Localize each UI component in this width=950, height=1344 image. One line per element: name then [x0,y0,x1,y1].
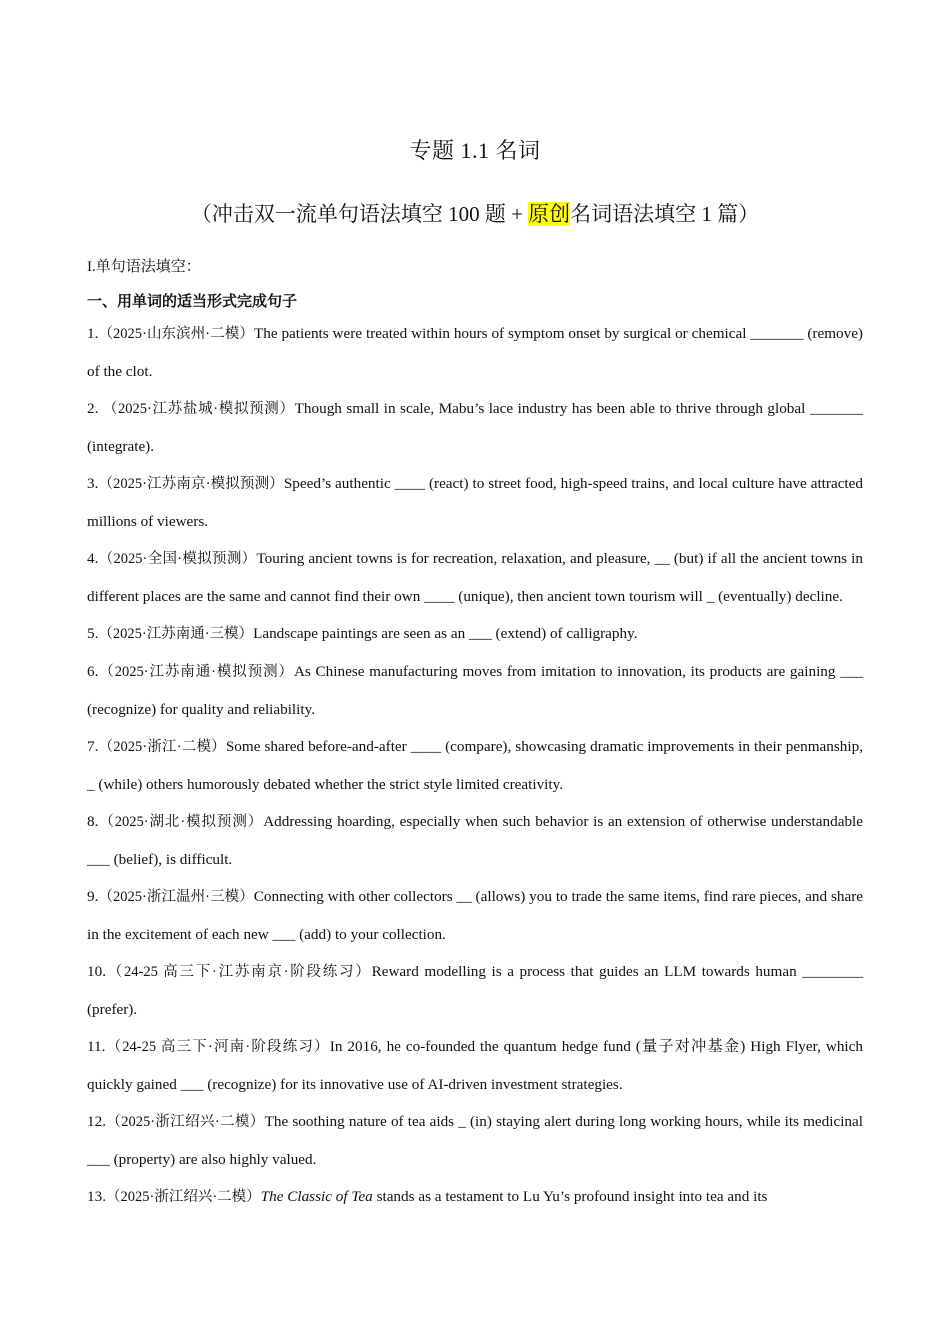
question-text: As Chinese manufacturing moves from imitation to innovation, its products are gaining ___ (recognize) for quality and reliability. [87,663,863,718]
subtitle-text-before: （冲击双一流单句语法填空 100 题 + [190,202,529,226]
question-number: 1. [87,325,99,342]
question-number: 4. [87,550,99,567]
question-source: （2025·江苏南通·模拟预测） [98,664,294,680]
question-text: Connecting with other collectors __ (allows) you to trade the same items, find rare pieces, and share in the excitement of each new ___ (add) to your collection. [87,888,863,943]
question-item [87,803,863,878]
question-source: （2025·浙江绍兴·二模） [105,1114,265,1130]
page-subtitle [0,198,950,228]
question-number: 2. [87,400,103,417]
question-item [87,653,863,728]
question-text: Touring ancient towns is for recreation, relaxation, and pleasure, __ (but) if all the ancient towns in different places are the same and cannot find their own ____ (unique), then ancient town tourism will _ (eventually) decline. [87,550,863,605]
question-source: （2025·山东滨州·二模） [98,326,254,342]
question-source: （2025·江苏盐城·模拟预测） [102,401,295,417]
question-item [87,1028,863,1103]
question-number: 12. [87,1113,106,1130]
question-item [87,878,863,953]
question-number: 3. [87,475,99,492]
section-label: I.单句语法填空： [87,259,201,275]
question-number: 10. [87,963,106,980]
question-item [87,615,863,653]
subtitle-text-after: 名词语法填空 1 篇） [570,202,760,226]
question-number: 8. [87,813,99,830]
question-source: （2025·湖北·模拟预测） [98,814,264,830]
question-list [87,315,863,1216]
question-source: （2025·浙江·二模） [98,739,226,755]
question-text: The soothing nature of tea aids _ (in) staying alert during long working hours, while its medicinal ___ (property) are also highly valued. [87,1113,863,1168]
question-number: 9. [87,888,99,905]
question-text: Reward modelling is a process that guides an LLM towards human ________ (prefer). [87,963,863,1018]
question-source: （2025·浙江绍兴·二模） [105,1189,261,1205]
question-text: stands as a testament to Lu Yu’s profound insight into tea and its [372,1188,768,1205]
question-source: （2025·浙江温州·三模） [98,889,254,905]
page-title: 专题 1.1 名词 [409,138,541,163]
section-heading: 一、用单词的适当形式完成句子 [87,294,298,310]
question-source: （2025·全国·模拟预测） [98,551,257,567]
question-source: （24-25 高三下·江苏南京·阶段练习） [105,964,372,980]
question-item [87,1178,863,1216]
question-number: 13. [87,1188,106,1205]
question-item [87,728,863,803]
question-number: 6. [87,663,99,680]
question-item [87,540,863,615]
question-item [87,315,863,390]
book-title: The Classic of Tea [260,1188,373,1205]
question-source: （2025·江苏南京·模拟预测） [98,476,284,492]
question-item [87,390,863,465]
question-text: Some shared before-and-after ____ (compare), showcasing dramatic improvements in their penmanship, _ (while) others humorously debated whether the strict style limited creativity. [87,738,863,793]
question-source: （24-25 高三下·河南·阶段练习） [105,1039,330,1055]
question-text: The patients were treated within hours of symptom onset by surgical or chemical _______ (remove) of the clot. [87,325,863,380]
subtitle-highlight: 原创 [528,202,571,226]
question-item [87,465,863,540]
question-text: Addressing hoarding, especially when such behavior is an extension of otherwise understandable ___ (belief), is difficult. [87,813,863,868]
question-text: In 2016, he co-founded the quantum hedge fund (量子对冲基金) High Flyer, which quickly gained ___ (recognize) for its innovative use of AI-driven investment strategies. [87,1038,863,1093]
question-source: （2025·江苏南通·三模） [98,626,254,642]
question-item [87,953,863,1028]
question-number: 7. [87,738,99,755]
question-text: Speed’s authentic ____ (react) to street food, high-speed trains, and local culture have attracted millions of viewers. [87,475,863,530]
question-number: 11. [87,1038,106,1055]
question-text: Landscape paintings are seen as an ___ (extend) of calligraphy. [253,625,638,642]
question-number: 5. [87,625,99,642]
question-item [87,1103,863,1178]
question-text: Though small in scale, Mabu’s lace industry has been able to thrive through global _______ (integrate). [87,400,863,455]
